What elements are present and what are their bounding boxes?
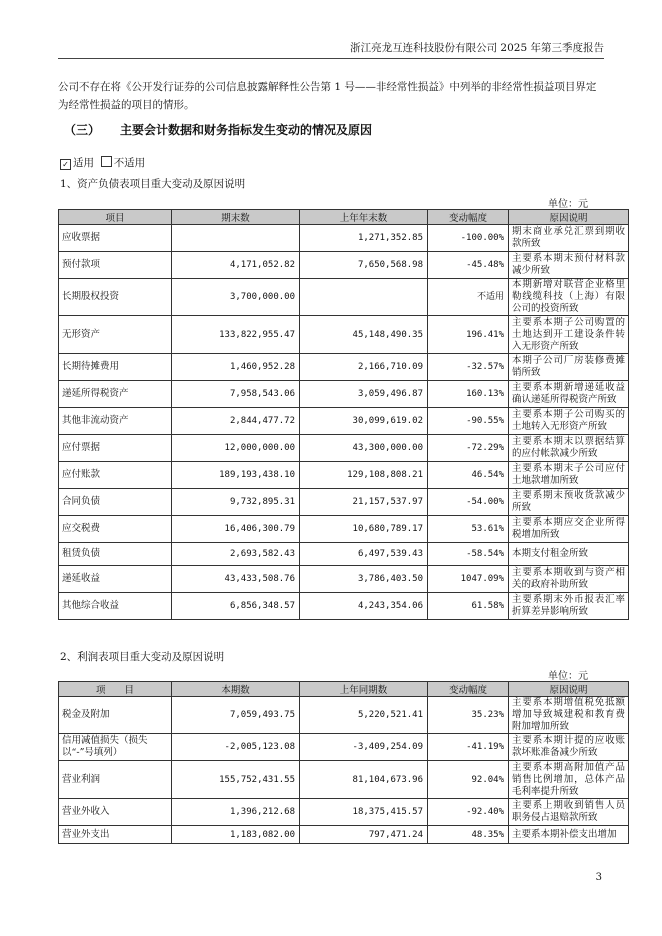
cell-item: 租赁负债 — [59, 543, 172, 566]
cell-reason: 主要系本期末预付材料款减少所致 — [509, 252, 629, 279]
cell-previous — [300, 279, 428, 316]
cell-previous: 797,471.24 — [300, 826, 428, 844]
table-row — [59, 734, 629, 761]
cell-current: 7,958,543.06 — [172, 381, 300, 408]
cell-previous: 21,157,537.97 — [300, 489, 428, 516]
cell-previous: 5,220,521.41 — [300, 697, 428, 734]
cell-item: 税金及附加 — [59, 697, 172, 734]
cell-reason: 主要系本期高附加值产品销售比例增加，总体产品毛利率提升所致 — [509, 761, 629, 799]
column-header: 原因说明 — [509, 210, 629, 225]
cell-current: 2,844,477.72 — [172, 408, 300, 435]
cell-current: 1,460,952.28 — [172, 354, 300, 381]
cell-item: 营业利润 — [59, 761, 172, 799]
column-header: 本期数 — [172, 682, 300, 697]
table-row — [59, 279, 629, 316]
table-row — [59, 435, 629, 462]
cell-item: 信用减值损失（损失以“-”号填列） — [59, 734, 172, 761]
cell-current: 155,752,431.55 — [172, 761, 300, 799]
table-row — [59, 799, 629, 826]
cell-reason: 期末商业承兑汇票到期收款所致 — [509, 225, 629, 252]
cell-previous: 6,497,539.43 — [300, 543, 428, 566]
table-row — [59, 225, 629, 252]
cell-reason: 本期子公司厂房装修费摊销所致 — [509, 354, 629, 381]
table-row — [59, 316, 629, 354]
cell-reason: 主要系本期子公司购买的土地转入无形资产所致 — [509, 408, 629, 435]
table-row — [59, 543, 629, 566]
table-row — [59, 697, 629, 734]
cell-reason: 主要系期末预收货款减少所致 — [509, 489, 629, 516]
income-statement-heading: 2、利润表项目重大变动及原因说明 — [60, 651, 225, 663]
report-title: 浙江亮龙互连科技股份有限公司 2025 年第三季度报告 — [350, 42, 604, 54]
cell-change: -100.00% — [428, 225, 509, 252]
cell-item: 营业外收入 — [59, 799, 172, 826]
cell-previous: 2,166,710.09 — [300, 354, 428, 381]
table-row — [59, 516, 629, 543]
cell-current: 2,693,582.43 — [172, 543, 300, 566]
cell-previous: -3,409,254.09 — [300, 734, 428, 761]
cell-item: 长期待摊费用 — [59, 354, 172, 381]
cell-reason: 主要系本期末子公司应付土地款增加所致 — [509, 462, 629, 489]
table-row — [59, 489, 629, 516]
section-heading — [64, 121, 372, 138]
cell-current: 7,059,493.75 — [172, 697, 300, 734]
cell-change: 1047.09% — [428, 566, 509, 593]
applicable-checkbox[interactable]: ✓ — [60, 159, 71, 170]
cell-item: 应收票据 — [59, 225, 172, 252]
cell-previous: 7,650,568.98 — [300, 252, 428, 279]
cell-change: 不适用 — [428, 279, 509, 316]
cell-change: -72.29% — [428, 435, 509, 462]
table-row — [59, 462, 629, 489]
cell-previous: 3,786,403.50 — [300, 566, 428, 593]
cell-current: 189,193,438.10 — [172, 462, 300, 489]
table-row — [59, 761, 629, 799]
cell-reason: 主要系本期末以票据结算的应付帐款减少所致 — [509, 435, 629, 462]
cell-item: 营业外支出 — [59, 826, 172, 844]
cell-previous: 1,271,352.85 — [300, 225, 428, 252]
column-header: 上年同期数 — [300, 682, 428, 697]
column-header: 原因说明 — [509, 682, 629, 697]
cell-previous: 30,099,619.02 — [300, 408, 428, 435]
cell-current — [172, 225, 300, 252]
cell-change: -58.54% — [428, 543, 509, 566]
report-header — [58, 40, 604, 59]
cell-previous: 3,059,496.87 — [300, 381, 428, 408]
cell-previous: 10,680,789.17 — [300, 516, 428, 543]
cell-reason: 主要系本期计提的应收账款坏账准备减少所致 — [509, 734, 629, 761]
cell-current: 1,396,212.68 — [172, 799, 300, 826]
cell-item: 应交税费 — [59, 516, 172, 543]
cell-change: 48.35% — [428, 826, 509, 844]
cell-change: -90.55% — [428, 408, 509, 435]
cell-change: 35.23% — [428, 697, 509, 734]
cell-current: 9,732,895.31 — [172, 489, 300, 516]
cell-reason: 主要系本期收到与资产相关的政府补助所致 — [509, 566, 629, 593]
table-row — [59, 593, 629, 620]
balance-sheet-table — [58, 209, 629, 620]
cell-item: 预付款项 — [59, 252, 172, 279]
cell-change: 53.61% — [428, 516, 509, 543]
income-statement-table — [58, 681, 629, 844]
cell-previous: 81,104,673.96 — [300, 761, 428, 799]
cell-reason: 主要系上期收到销售人员职务侵占退赔款所致 — [509, 799, 629, 826]
cell-current: 133,822,955.47 — [172, 316, 300, 354]
column-header: 变动幅度 — [428, 210, 509, 225]
cell-change: 61.58% — [428, 593, 509, 620]
cell-change: 92.04% — [428, 761, 509, 799]
section-title: 主要会计数据和财务指标发生变动的情况及原因 — [120, 123, 373, 137]
cell-current: -2,005,123.08 — [172, 734, 300, 761]
cell-reason: 主要系本期子公司购置的土地达到开工建设条件转入无形资产所致 — [509, 316, 629, 354]
cell-item: 递延收益 — [59, 566, 172, 593]
table-row — [59, 408, 629, 435]
cell-change: -41.19% — [428, 734, 509, 761]
table-header-row — [59, 682, 629, 697]
cell-current: 16,406,300.79 — [172, 516, 300, 543]
cell-item: 应付账款 — [59, 462, 172, 489]
cell-change: 196.41% — [428, 316, 509, 354]
not-applicable-label: 不适用 — [113, 157, 146, 169]
not-applicable-checkbox[interactable] — [101, 156, 112, 167]
cell-previous: 45,148,490.35 — [300, 316, 428, 354]
cell-change: -45.48% — [428, 252, 509, 279]
applicability-options — [60, 155, 145, 170]
cell-change: -32.57% — [428, 354, 509, 381]
cell-previous: 18,375,415.57 — [300, 799, 428, 826]
cell-change: -54.00% — [428, 489, 509, 516]
cell-item: 其他综合收益 — [59, 593, 172, 620]
cell-change: -92.40% — [428, 799, 509, 826]
cell-reason: 本期支付租金所致 — [509, 543, 629, 566]
cell-current: 6,856,348.57 — [172, 593, 300, 620]
column-header: 上年年末数 — [300, 210, 428, 225]
balance-sheet-unit: 单位：元 — [548, 199, 588, 210]
column-header: 项目 — [59, 210, 172, 225]
cell-item: 无形资产 — [59, 316, 172, 354]
balance-sheet-heading: 1、资产负债表项目重大变动及原因说明 — [60, 178, 246, 190]
cell-reason: 主要系期末外币报表汇率折算差异影响所致 — [509, 593, 629, 620]
cell-current: 12,000,000.00 — [172, 435, 300, 462]
cell-item: 其他非流动资产 — [59, 408, 172, 435]
table-row — [59, 566, 629, 593]
cell-current: 4,171,052.82 — [172, 252, 300, 279]
cell-current: 3,700,000.00 — [172, 279, 300, 316]
cell-item: 应付票据 — [59, 435, 172, 462]
table-header-row — [59, 210, 629, 225]
cell-item: 递延所得税资产 — [59, 381, 172, 408]
cell-item: 合同负债 — [59, 489, 172, 516]
column-header: 期末数 — [172, 210, 300, 225]
cell-current: 1,183,082.00 — [172, 826, 300, 844]
cell-reason: 本期新增对联营企业格里勒线缆科技（上海）有限公司的投资所致 — [509, 279, 629, 316]
page-number: 3 — [595, 872, 602, 883]
column-header: 项 目 — [59, 682, 172, 697]
cell-change: 160.13% — [428, 381, 509, 408]
column-header: 变动幅度 — [428, 682, 509, 697]
cell-reason: 主要系本期补偿支出增加 — [509, 826, 629, 844]
cell-reason: 主要系本期应交企业所得税增加所致 — [509, 516, 629, 543]
cell-reason: 主要系本期新增递延收益确认递延所得税资产所致 — [509, 381, 629, 408]
income-statement-unit: 单位：元 — [548, 671, 588, 682]
table-row — [59, 252, 629, 279]
table-row — [59, 826, 629, 844]
cell-previous: 129,108,808.21 — [300, 462, 428, 489]
table-row — [59, 354, 629, 381]
cell-previous: 4,243,354.06 — [300, 593, 428, 620]
cell-item: 长期股权投资 — [59, 279, 172, 316]
section-number: （三） — [64, 123, 101, 137]
cell-reason: 主要系本期增值税免抵额增加导致城建税和教育费附加增加所致 — [509, 697, 629, 734]
cell-current: 43,433,508.76 — [172, 566, 300, 593]
applicable-label: 适用 — [73, 157, 94, 169]
table-row — [59, 381, 629, 408]
cell-previous: 43,300,000.00 — [300, 435, 428, 462]
cell-change: 46.54% — [428, 462, 509, 489]
intro-paragraph: 公司不存在将《公开发行证券的公司信息披露解释性公告第 1 号——非经常性损益》中列举的非经常性损益项目界定为经常性损益的项目的情形。 — [58, 81, 597, 111]
